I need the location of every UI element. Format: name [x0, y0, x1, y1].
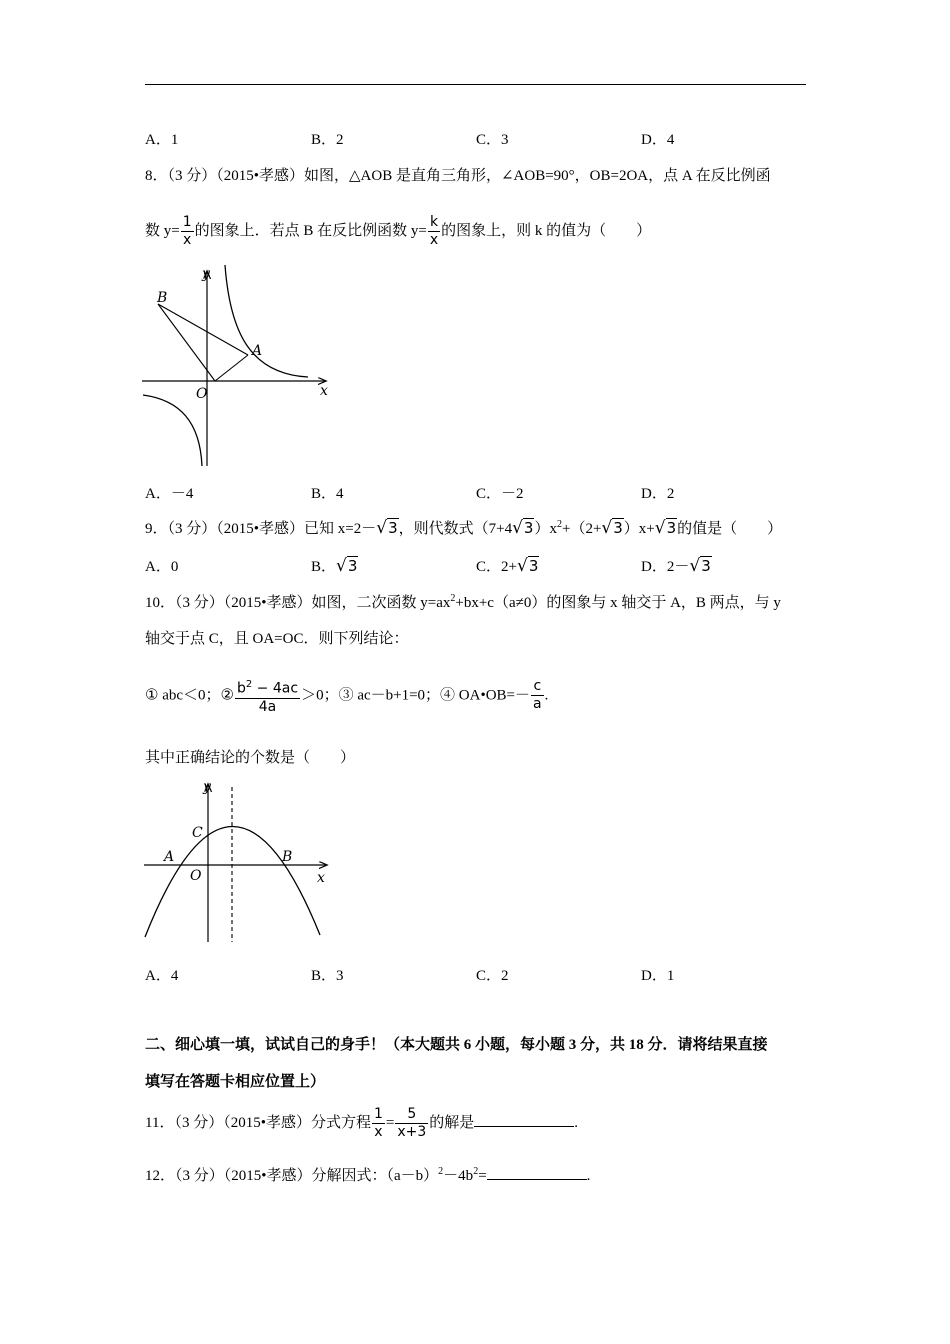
label-b: B	[157, 290, 168, 306]
label-b: B	[282, 849, 293, 865]
q11-answer-blank[interactable]	[474, 1126, 574, 1127]
q9-option-c: C．2+√3	[476, 556, 539, 576]
segment-oa	[215, 355, 248, 381]
q11-stem: 11．（3 分）（2015•孝感）分式方程 $\frac{1}{x}$ = $\frac{5}{x+3}$ 的解是 .	[145, 1106, 579, 1140]
q10-question: 其中正确结论的个数是（ ）	[145, 750, 356, 766]
q9-option-b: B．√3	[311, 556, 358, 576]
q11-fraction-5-over-x-plus-3: $\frac{5}{x+3}$	[397, 1106, 427, 1140]
q9-stem: 9．（3 分）（2015•孝感）已知 x=2－√3，则代数式$(7+4√3)x^2+(2+√3)x+√3$的值是（ ）	[145, 518, 783, 538]
q12-stem: 12．（3 分）（2015•孝感）分解因式：$(a-b)^2-4b^2=$ .	[145, 1166, 591, 1184]
section2-heading-line1: 二、细心填一填，试试自己的身手！（本大题共 6 小题，每小题 3 分，共 18 分．请将结果直接	[145, 1037, 768, 1053]
sqrt-3: √3	[654, 518, 677, 538]
q7-option-c: C．3	[476, 132, 509, 148]
sqrt-3: √3	[689, 556, 711, 576]
q10-option-d: D．1	[641, 968, 675, 984]
q11-fraction-1-over-x: $\frac{1}{x}$	[373, 1106, 383, 1140]
q9-option-d: D．2－√3	[641, 556, 711, 576]
q10-stem-line2: 轴交于点 C，且 OA=OC．则下列结论：	[145, 631, 409, 647]
q8-stem-line2: 数 y= $\frac{1}{x}$ 的图象上．若点 B 在反比例函数 y= $\frac{k}{x}$ 的图象上，则 k 的值为（ ）	[145, 214, 652, 248]
label-a: A	[252, 343, 263, 359]
hyperbola-branch-left	[143, 395, 202, 466]
label-o: O	[190, 868, 202, 884]
q10-conclusions: ① abc＜0；② $\frac{b^2 - 4ac}{4a}$ ＞0；③ ac－b+1=0；④ OA•OB=－ $\frac{c}{a}$ .	[145, 676, 548, 716]
label-x: x	[320, 383, 328, 399]
sqrt-3: √3	[336, 556, 358, 576]
hyperbola-branch-right	[225, 265, 308, 377]
q12-answer-blank[interactable]	[487, 1179, 587, 1180]
label-y: y	[202, 266, 210, 282]
label-c: C	[192, 825, 203, 841]
q8-option-d: D．2	[641, 486, 675, 502]
q10-option-a: A．4	[145, 968, 179, 984]
q8-option-c: C．－2	[476, 486, 524, 502]
header-rule	[145, 84, 806, 85]
q8-option-a: A．－4	[145, 486, 194, 502]
sqrt-3: √3	[512, 518, 534, 538]
label-y: y	[203, 779, 211, 795]
label-o: O	[196, 386, 208, 402]
sqrt-3: √3	[376, 518, 398, 538]
q10-graph	[140, 777, 340, 947]
q10-discriminant-fraction: $\frac{b^2 - 4ac}{4a}$	[235, 676, 300, 716]
q10-option-b: B．3	[311, 968, 344, 984]
q9-option-a: A．0	[145, 559, 179, 575]
section2-heading-line2: 填写在答题卡相应位置上）	[145, 1074, 326, 1090]
segment-ba	[158, 304, 248, 355]
q8-stem-line1: 8．（3 分）（2015•孝感）如图，△AOB 是直角三角形，∠AOB=90°，OB=2OA，点 A 在反比例函	[145, 168, 771, 184]
q8-graph	[140, 262, 340, 472]
label-x: x	[317, 870, 325, 886]
q8-option-b: B．4	[311, 486, 344, 502]
q7-option-a: A．1	[145, 132, 179, 148]
q8-fraction-1-over-x: $\frac{1}{x}$	[182, 214, 192, 248]
label-a: A	[164, 849, 175, 865]
q8-fraction-k-over-x: $\frac{k}{x}$	[429, 214, 439, 248]
q10-option-c: C．2	[476, 968, 509, 984]
q10-stem-line1: 10．（3 分）（2015•孝感）如图，二次函数 $y=ax^2+bx+c(a\ne 0)$的图象与 x 轴交于 A，B 两点，与 y	[145, 593, 781, 611]
q7-option-d: D．4	[641, 132, 675, 148]
q7-option-b: B．2	[311, 132, 344, 148]
q10-c-over-a-fraction: $\frac{c}{a}$	[533, 678, 542, 713]
sqrt-3: √3	[601, 518, 623, 538]
sqrt-3: √3	[516, 556, 539, 576]
